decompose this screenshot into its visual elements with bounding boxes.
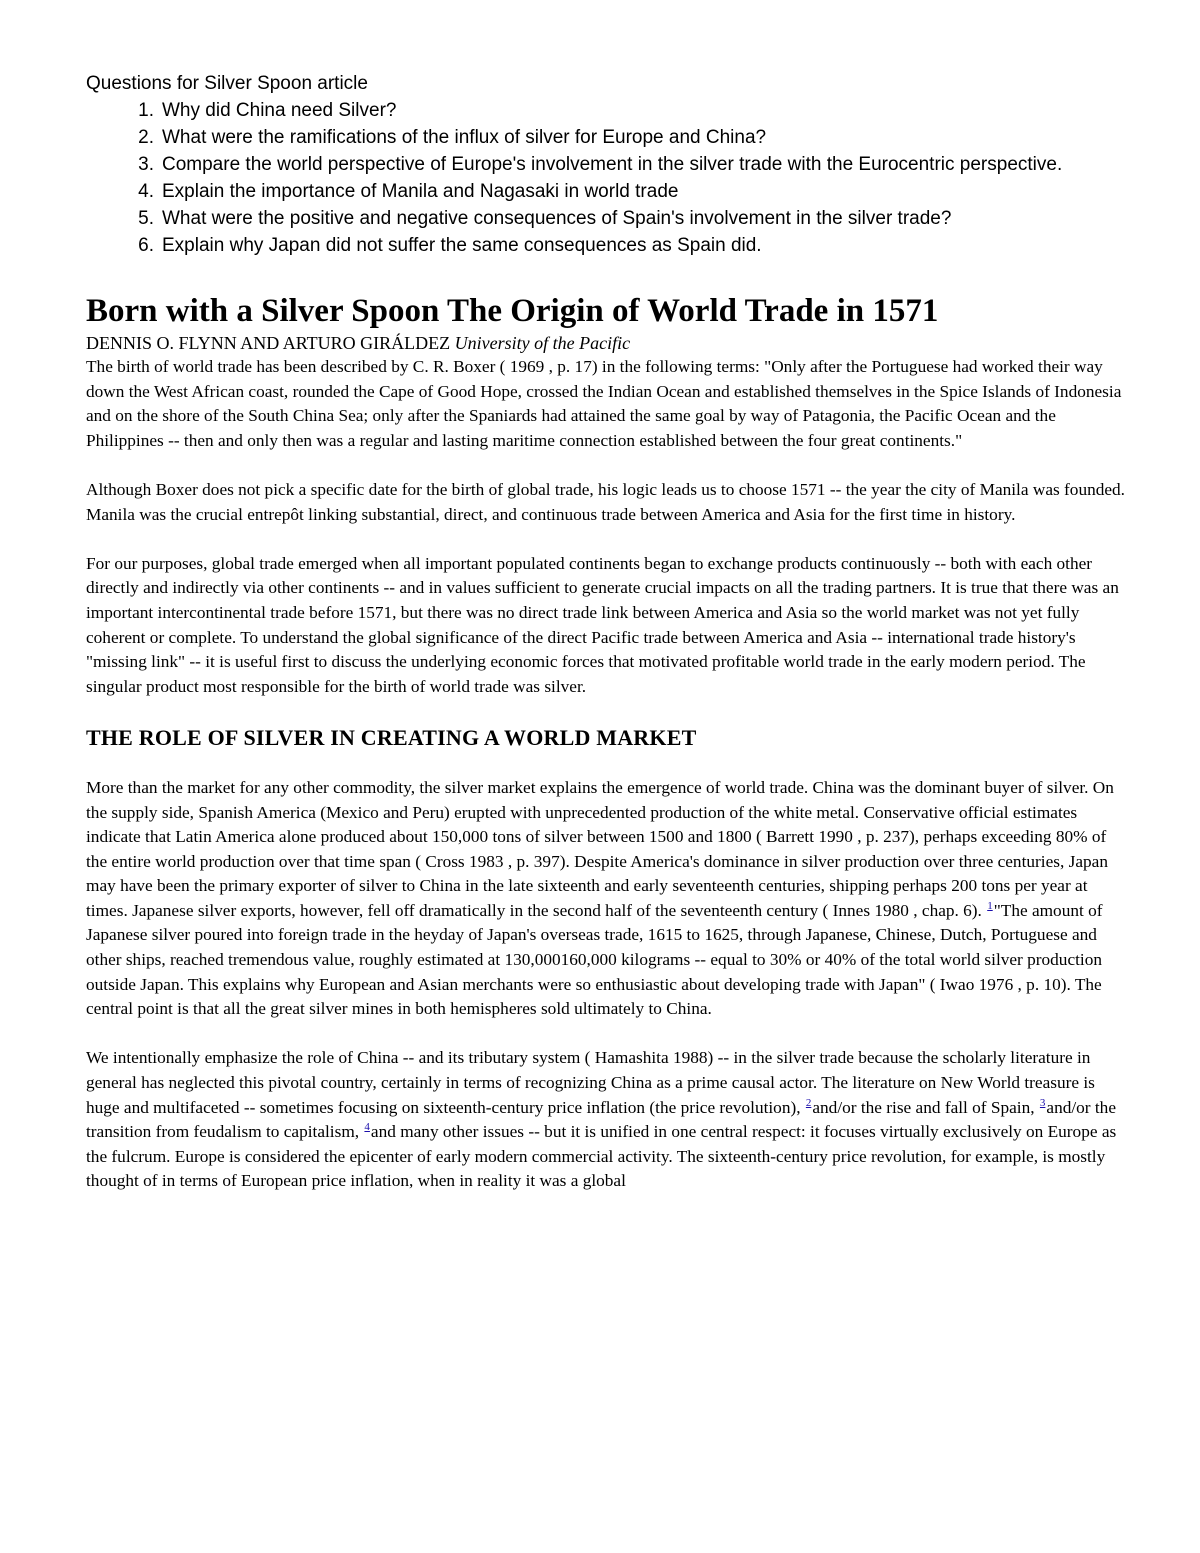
question-number: 5. — [138, 208, 154, 229]
question-text: Why did China need Silver? — [162, 100, 397, 121]
question-item — [86, 97, 1131, 124]
question-item — [86, 232, 1131, 259]
paragraph-boxer-quote: The birth of world trade has been described by C. R. Boxer ( 1969 , p. 17) in the following terms: "Only after the Portuguese had worked their way down the West African coast, rounded the Cape of Good Hope, crossed the Indian Ocean and established themselves in the Spice Islands of Indonesia and on the shore of the South China Sea; only after the Spaniards had attained the same goal by way of Patagonia, the Pacific Ocean and the Philippines -- then and only then was a regular and lasting maritime connection established between the four great continents." — [86, 357, 1122, 450]
question-number: 2. — [138, 127, 154, 148]
author-affiliation: University of the Pacific — [454, 333, 631, 353]
paragraph-text: "The amount of Japanese silver poured into foreign trade in the heyday of Japan's overseas trade, 1615 to 1625, through Japanese, Chinese, Dutch, Portuguese and other ships, reached tremendous value, roughly estimated at 130,000160,000 kilograms -- equal to 30% or 40% of the total world silver production outside Japan. This explains why European and Asian merchants were so enthusiastic about developing trade with Japan" ( Iwao 1976 , p. 10). The central point is that all the great silver mines in both hemispheres sold ultimately to China. — [86, 900, 1103, 1019]
byline — [86, 331, 1131, 355]
question-item — [86, 124, 1131, 151]
question-number: 6. — [138, 235, 154, 256]
question-text: Explain why Japan did not suffer the same consequences as Spain did. — [162, 235, 762, 256]
question-text: Explain the importance of Manila and Nagasaki in world trade — [162, 181, 679, 202]
question-text: What were the positive and negative consequences of Spain's involvement in the silver trade? — [162, 208, 952, 229]
question-text: Compare the world perspective of Europe's involvement in the silver trade with the Eurocentric perspective. — [162, 154, 1063, 175]
questions-list — [86, 97, 1131, 259]
footnote-link-3[interactable]: 3 — [1039, 1096, 1046, 1109]
question-item — [86, 151, 1131, 178]
footnote-link-1[interactable]: 1 — [987, 900, 993, 913]
author-names: DENNIS O. FLYNN AND ARTURO GIRÁLDEZ — [86, 333, 451, 353]
question-number: 4. — [138, 181, 154, 202]
section-heading: THE ROLE OF SILVER IN CREATING A WORLD MARKET — [86, 724, 697, 750]
question-item — [86, 178, 1131, 205]
question-item — [86, 205, 1131, 232]
question-number: 1. — [138, 100, 154, 121]
footnote-link-4[interactable]: 4 — [364, 1121, 370, 1134]
paragraph-text: and many other issues -- but it is unified in one central respect: it focuses virtually exclusively on Europe as the fulcrum. Europe is considered the epicenter of early modern commercial activity. The sixteenth-century price revolution, for example, is mostly thought of in terms of European price inflation, when in reality it was a global — [86, 1122, 1117, 1191]
paragraph-text: We intentionally emphasize the role of China -- and its tributary system ( Hamashita 1988) -- in the silver trade because the scholarly literature in general has neglected this pivotal country, certainly in terms of recognizing China as a prime causal actor. The literature on New World treasure is huge and multifaceted -- sometimes focusing on sixteenth-century price inflation (the price revolution), — [86, 1048, 1095, 1117]
paragraph-china-role — [86, 1046, 1131, 1194]
footnote-link-2[interactable]: 2 — [805, 1096, 812, 1109]
article-title: Born with a Silver Spoon The Origin of World Trade in 1571 — [86, 293, 939, 329]
paragraph-silver-market — [86, 776, 1131, 1022]
paragraph-global-trade: For our purposes, global trade emerged when all important populated continents began to exchange products continuously -- both with each other directly and indirectly via other continents -- and in values sufficient to generate crucial impacts on all the trading partners. It is true that there was an important intercontinental trade before 1571, but there was no direct trade link between America and Asia so the world market was not yet fully coherent or complete. To understand the global significance of the direct Pacific trade between America and Asia -- international trade history's "missing link" -- it is useful first to discuss the underlying economic forces that motivated profitable world trade in the early modern period. The singular product most responsible for the birth of world trade was silver. — [86, 553, 1119, 696]
paragraph-text: More than the market for any other commodity, the silver market explains the emergence of world trade. China was the dominant buyer of silver. On the supply side, Spanish America (Mexico and Peru) erupted with unprecedented production of the white metal. Conservative official estimates indicate that Latin America alone produced about 150,000 tons of silver between 1500 and 1800 ( Barrett 1990 , p. 237), perhaps exceeding 80% of the entire world production over that time span ( Cross 1983 , p. 397). Despite America's dominance in silver production over three centuries, Japan may have been the primary exporter of silver to China in the late sixteenth and early seventeenth centuries, shipping perhaps 200 tons per year at times. Japanese silver exports, however, fell off dramatically in the second half of the seventeenth century ( Innes 1980 , chap. 6). — [86, 777, 1114, 920]
paragraph-manila-1571: Although Boxer does not pick a specific date for the birth of global trade, his logic leads us to choose 1571 -- the year the city of Manila was founded. Manila was the crucial entrepôt linking substantial, direct, and continuous trade between America and Asia for the first time in history. — [86, 479, 1125, 524]
paragraph-text: and/or the rise and fall of Spain, — [812, 1097, 1035, 1117]
paragraph-text: and/or the transition from feudalism to capitalism, — [86, 1097, 1116, 1142]
question-text: What were the ramifications of the influx of silver for Europe and China? — [162, 127, 767, 148]
question-number: 3. — [138, 154, 154, 175]
document-page — [86, 70, 1131, 1219]
questions-title: Questions for Silver Spoon article — [86, 73, 368, 94]
